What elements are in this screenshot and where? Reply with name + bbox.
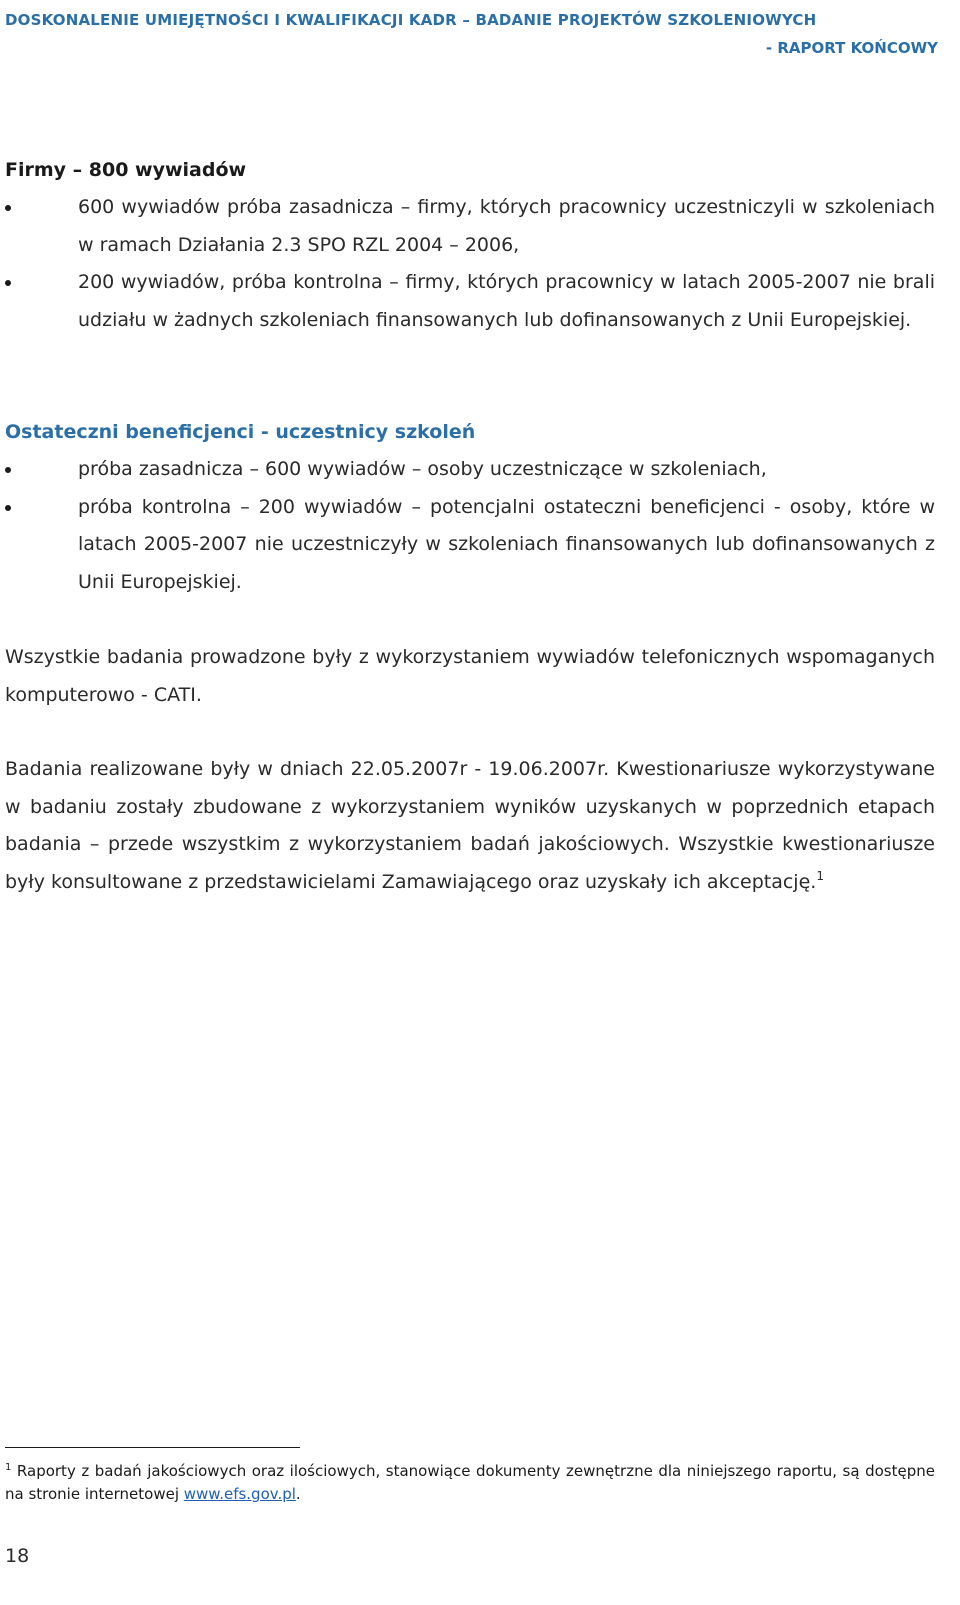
footnote-reference[interactable]: 1 — [816, 868, 824, 883]
document-header — [5, 6, 938, 62]
bullet-icon — [5, 505, 11, 511]
beneficiaries-list — [5, 451, 935, 601]
bullet-icon — [5, 467, 11, 473]
footnote-marker: 1 — [5, 1462, 12, 1473]
list-item — [5, 189, 935, 264]
dates-paragraph-text: Badania realizowane były w dniach 22.05.2007r - 19.06.2007r. Kwestionariusze wykorzystywane w badaniu zostały zbudowane z wykorzystaniem wyników uzyskanych w poprzednich etapach badania – przede wszystkim z wykorzystaniem badań jakościowych. Wszystkie kwestionariusze były konsultowane z przedstawicielami Zamawiającego oraz uzyskały ich akceptację. — [5, 758, 935, 893]
footnote — [5, 1460, 935, 1506]
list-item-text: próba zasadnicza – 600 wywiadów – osoby uczestniczące w szkoleniach, — [78, 458, 767, 480]
footnote-text: Raporty z badań jakościowych oraz ilościowych, stanowiące dokumenty zewnętrzne dla niniejszego raportu, są dostępne na stronie internetowej — [5, 1462, 935, 1503]
footnote-divider — [5, 1447, 300, 1448]
bullet-icon — [5, 280, 11, 286]
list-item-text: 200 wywiadów, próba kontrolna – firmy, których pracownicy w latach 2005-2007 nie brali udziału w żadnych szkoleniach finansowanych lub dofinansowanych z Unii Europejskiej. — [78, 271, 935, 331]
header-title: DOSKONALENIE UMIEJĘTNOŚCI I KWALIFIKACJI KADR – BADANIE PROJEKTÓW SZKOLENIOWYCH — [5, 11, 817, 29]
list-item — [5, 489, 935, 602]
cati-paragraph: Wszystkie badania prowadzone były z wykorzystaniem wywiadów telefonicznych wspomaganych komputerowo - CATI. — [5, 646, 935, 706]
firms-section — [5, 152, 935, 339]
beneficiaries-section — [5, 414, 935, 601]
header-subtitle: - RAPORT KOŃCOWY — [765, 39, 938, 57]
dates-paragraph — [5, 751, 935, 901]
beneficiaries-title: Ostateczni beneficjenci - uczestnicy szkoleń — [5, 421, 476, 443]
page-number: 18 — [5, 1545, 30, 1567]
list-item — [5, 264, 935, 339]
list-item-text: próba kontrolna – 200 wywiadów – potencjalni ostateczni beneficjenci - osoby, które w latach 2005-2007 nie uczestniczyły w szkoleniach finansowanych lub dofinansowanych z Unii Europejskiej. — [78, 495, 935, 593]
list-item-text: 600 wywiadów próba zasadnicza – firmy, których pracownicy uczestniczyli w szkoleniach w ramach Działania 2.3 SPO RZL 2004 – 2006, — [78, 196, 935, 256]
footnote-end: . — [295, 1485, 301, 1503]
footnote-link[interactable]: www.efs.gov.pl — [183, 1485, 296, 1503]
firms-title: Firmy – 800 wywiadów — [5, 159, 247, 181]
list-item — [5, 451, 935, 489]
firms-list — [5, 189, 935, 339]
bullet-icon — [5, 205, 11, 211]
